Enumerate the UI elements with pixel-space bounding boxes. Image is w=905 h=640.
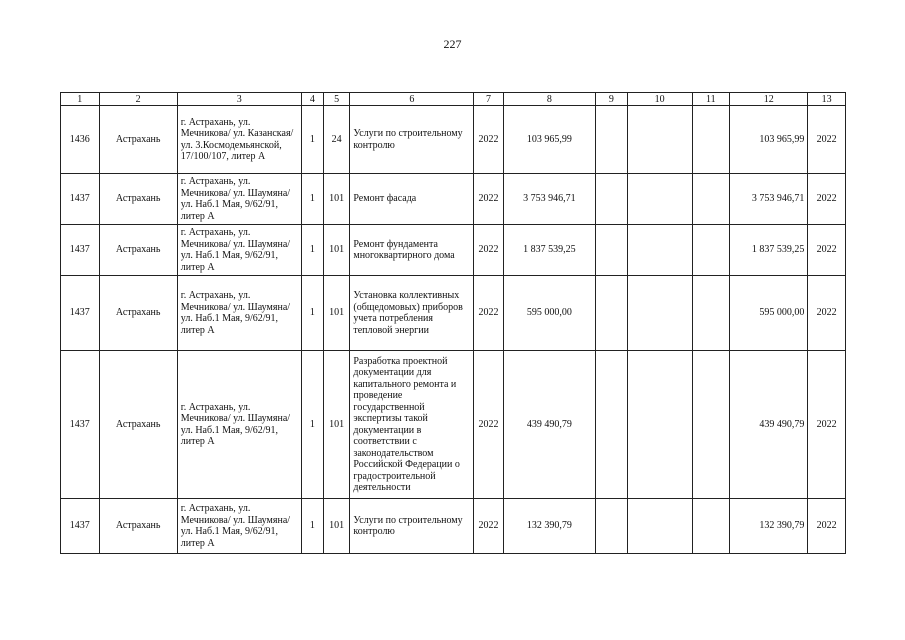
- table-row: [61, 351, 846, 499]
- cell-col5: 101: [323, 351, 349, 499]
- cell-work-type: Установка коллективных (общедомовых) приборов учета потребления тепловой энергии: [350, 276, 474, 351]
- cell-work-type: Разработка проектной документации для капитального ремонта и проведение государственной экспертизы такой документации в соответствии с законодательством Российской Федерации о градостроительной деятельности: [350, 351, 474, 499]
- cell-col9: [596, 351, 627, 499]
- cell-col10: [627, 276, 692, 351]
- cell-col10: [627, 225, 692, 276]
- cell-city: Астрахань: [99, 106, 177, 174]
- cell-amount: 595 000,00: [503, 276, 595, 351]
- table-row: [61, 225, 846, 276]
- cell-col4: 1: [301, 225, 323, 276]
- column-header: 12: [730, 93, 808, 106]
- cell-col4: 1: [301, 174, 323, 225]
- cell-year: 2022: [474, 351, 503, 499]
- cell-year: 2022: [474, 499, 503, 554]
- cell-id: 1437: [61, 174, 100, 225]
- cell-id: 1437: [61, 276, 100, 351]
- cell-year: 2022: [474, 225, 503, 276]
- cell-col9: [596, 174, 627, 225]
- cell-work-type: Ремонт фундамента многоквартирного дома: [350, 225, 474, 276]
- cell-work-type: Услуги по строительному контролю: [350, 499, 474, 554]
- cell-col9: [596, 499, 627, 554]
- cell-city: Астрахань: [99, 225, 177, 276]
- cell-amount: 103 965,99: [503, 106, 595, 174]
- cell-col4: 1: [301, 499, 323, 554]
- cell-address: г. Астрахань, ул. Мечникова/ ул. Шаумяна/ ул. Наб.1 Мая, 9/62/91, литер А: [177, 174, 301, 225]
- cell-col5: 101: [323, 225, 349, 276]
- cell-col10: [627, 351, 692, 499]
- cell-end-year: 2022: [808, 225, 846, 276]
- cell-col5: 101: [323, 499, 349, 554]
- cell-col9: [596, 225, 627, 276]
- cell-col11: [692, 225, 730, 276]
- cell-end-year: 2022: [808, 351, 846, 499]
- cell-col9: [596, 106, 627, 174]
- cell-address: г. Астрахань, ул. Мечникова/ ул. Шаумяна/ ул. Наб.1 Мая, 9/62/91, литер А: [177, 225, 301, 276]
- cell-col4: 1: [301, 351, 323, 499]
- cell-col5: 24: [323, 106, 349, 174]
- cell-total: 595 000,00: [730, 276, 808, 351]
- cell-city: Астрахань: [99, 499, 177, 554]
- cell-amount: 1 837 539,25: [503, 225, 595, 276]
- column-header: 11: [692, 93, 730, 106]
- table-row: [61, 174, 846, 225]
- cell-work-type: Услуги по строительному контролю: [350, 106, 474, 174]
- cell-address: г. Астрахань, ул. Мечникова/ ул. Шаумяна/ ул. Наб.1 Мая, 9/62/91, литер А: [177, 499, 301, 554]
- cell-id: 1436: [61, 106, 100, 174]
- table-row: [61, 499, 846, 554]
- cell-col10: [627, 174, 692, 225]
- cell-col4: 1: [301, 276, 323, 351]
- cell-city: Астрахань: [99, 174, 177, 225]
- column-header: 8: [503, 93, 595, 106]
- header-row: [61, 93, 846, 106]
- cell-total: 1 837 539,25: [730, 225, 808, 276]
- cell-col5: 101: [323, 174, 349, 225]
- column-header: 13: [808, 93, 846, 106]
- cell-address: г. Астрахань, ул. Мечникова/ ул. Казанская/ ул. 3.Космодемьянской, 17/100/107, литер А: [177, 106, 301, 174]
- column-header: 4: [301, 93, 323, 106]
- table-row: [61, 106, 846, 174]
- column-header: 3: [177, 93, 301, 106]
- cell-id: 1437: [61, 499, 100, 554]
- cell-col11: [692, 499, 730, 554]
- cell-end-year: 2022: [808, 276, 846, 351]
- cell-city: Астрахань: [99, 351, 177, 499]
- cell-col10: [627, 499, 692, 554]
- cell-total: 3 753 946,71: [730, 174, 808, 225]
- cell-address: г. Астрахань, ул. Мечникова/ ул. Шаумяна/ ул. Наб.1 Мая, 9/62/91, литер А: [177, 351, 301, 499]
- cell-col11: [692, 276, 730, 351]
- cell-col11: [692, 174, 730, 225]
- cell-id: 1437: [61, 351, 100, 499]
- cell-work-type: Ремонт фасада: [350, 174, 474, 225]
- cell-amount: 132 390,79: [503, 499, 595, 554]
- cell-end-year: 2022: [808, 106, 846, 174]
- cell-address: г. Астрахань, ул. Мечникова/ ул. Шаумяна/ ул. Наб.1 Мая, 9/62/91, литер А: [177, 276, 301, 351]
- cell-total: 132 390,79: [730, 499, 808, 554]
- cell-col10: [627, 106, 692, 174]
- cell-end-year: 2022: [808, 499, 846, 554]
- column-header: 9: [596, 93, 627, 106]
- column-header: 1: [61, 93, 100, 106]
- cell-total: 103 965,99: [730, 106, 808, 174]
- column-header: 2: [99, 93, 177, 106]
- cell-col11: [692, 351, 730, 499]
- cell-city: Астрахань: [99, 276, 177, 351]
- cell-end-year: 2022: [808, 174, 846, 225]
- capital-repair-table: [60, 92, 846, 554]
- cell-col11: [692, 106, 730, 174]
- cell-year: 2022: [474, 276, 503, 351]
- cell-col4: 1: [301, 106, 323, 174]
- column-header: 7: [474, 93, 503, 106]
- cell-amount: 439 490,79: [503, 351, 595, 499]
- cell-col5: 101: [323, 276, 349, 351]
- cell-year: 2022: [474, 174, 503, 225]
- cell-year: 2022: [474, 106, 503, 174]
- cell-total: 439 490,79: [730, 351, 808, 499]
- cell-amount: 3 753 946,71: [503, 174, 595, 225]
- column-header: 6: [350, 93, 474, 106]
- table-row: [61, 276, 846, 351]
- column-header: 5: [323, 93, 349, 106]
- cell-col9: [596, 276, 627, 351]
- page-number: 227: [443, 37, 462, 51]
- cell-id: 1437: [61, 225, 100, 276]
- column-header: 10: [627, 93, 692, 106]
